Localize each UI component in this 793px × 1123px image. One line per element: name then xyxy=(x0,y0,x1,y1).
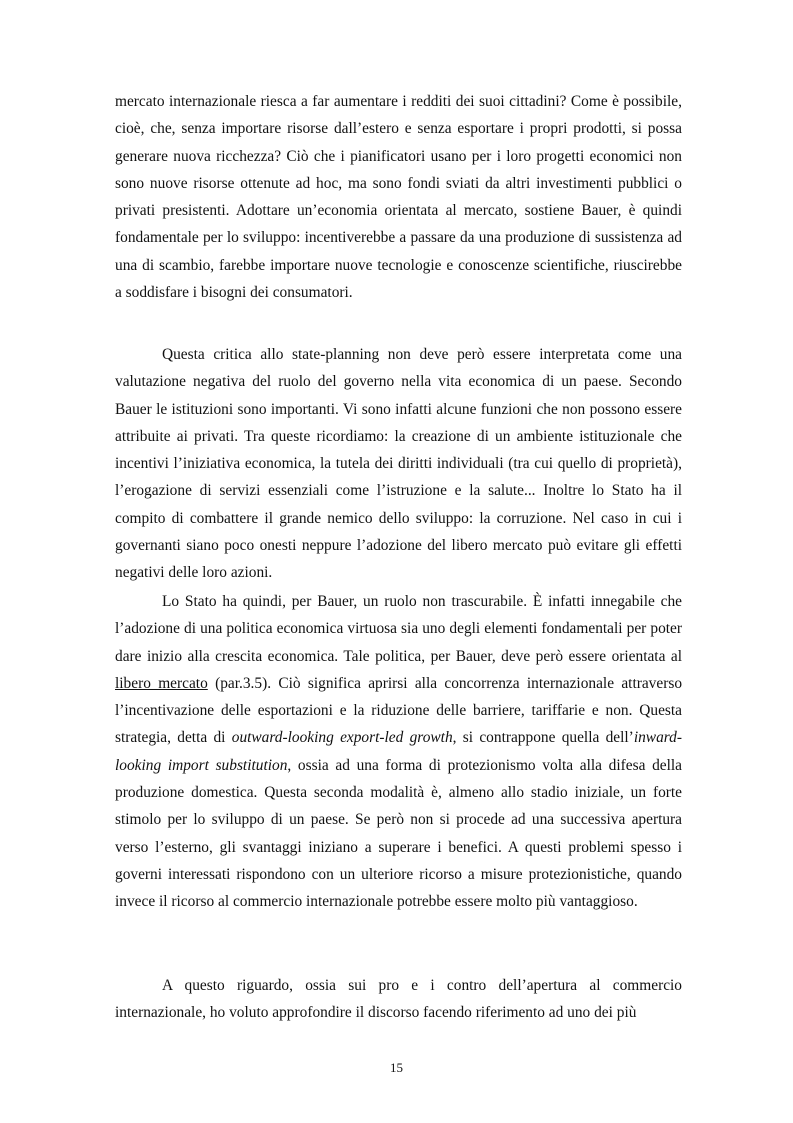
paragraph-role-of-state xyxy=(115,588,682,916)
paragraph-text xyxy=(115,588,682,916)
text-segment: Lo Stato ha quindi, per Bauer, un ruolo non trascurabile. È infatti innegabile che l’adozione di una politica economica virtuosa sia uno degli elementi fondamentali per poter dare inizio alla crescita economica. Tale politica, per Bauer, deve però essere orientata al xyxy=(115,593,682,665)
italic-term: outward-looking export-led growth xyxy=(231,729,453,747)
page-number: 15 xyxy=(390,1060,403,1075)
italic-term: inward-looking import substitution xyxy=(115,729,682,774)
paragraph-continuation xyxy=(115,88,682,306)
paragraph-text: A questo riguardo, ossia sui pro e i contro dell’apertura al commercio internazionale, ho voluto approfondire il discorso facendo riferimento ad uno dei più xyxy=(115,977,682,1022)
text-segment: , ossia ad una forma di protezionismo volta alla difesa della produzione domestica. Questa seconda modalità è, almeno allo stadio iniziale, un forte stimolo per lo sviluppo di un paese. Se però non si procede ad una successiva apertura verso l’esterno, gli svantaggi iniziano a superare i benefici. A questi problemi spesso i governi interessati rispondono con un ulteriore ricorso a misure protezionistiche, quando invece il ricorso al commercio internazionale potrebbe essere molto più vantaggioso. xyxy=(115,756,682,911)
text-segment: (par.3.5). Ciò significa aprirsi alla concorrenza internazionale attraverso l’incentivazione delle esportazioni e la riduzione delle barriere, tariffarie e non. Questa strategia, detta di xyxy=(115,674,683,747)
paragraph-international-trade xyxy=(115,972,682,1027)
text-segment: , si contrappone quella dell’ xyxy=(452,729,634,747)
paragraph-state-planning-critique xyxy=(115,341,682,587)
paragraph-text: mercato internazionale riesca a far aumentare i redditi dei suoi cittadini? Come è possibile, cioè, che, senza importare risorse dall’estero e senza esportare i propri prodotti, si possa generare nuova ricchezza? Ciò che i pianificatori usano per i loro progetti economici non sono nuove risorse ottenute ad hoc, ma sono fondi sviati da altri investimenti pubblici o privati presistenti. Adottare un’economia orientata al mercato, sostiene Bauer, è quindi fondamentale per lo sviluppo: incentiverebbe a passare da una produzione di sussistenza ad una di scambio, farebbe importare nuove tecnologie e conoscenze scientifiche, riuscirebbe a soddisfare i bisogni dei consumatori. xyxy=(115,93,682,302)
paragraph-text: Questa critica allo state-planning non deve però essere interpretata come una valutazione negativa del ruolo del governo nella vita economica di un paese. Secondo Bauer le istituzioni sono importanti. Vi sono infatti alcune funzioni che non possono essere attribuite ai privati. Tra queste ricordiamo: la creazione di un ambiente istituzionale che incentivi l’iniziativa economica, la tutela dei diritti individuali (tra cui quello di proprietà), l’erogazione di servizi essenziali come l’istruzione e la salute... Inoltre lo Stato ha il compito di combattere il grande nemico dello sviluppo: la corruzione. Nel caso in cui i governanti siano poco onesti neppure l’adozione del libero mercato può evitare gli effetti negativi delle loro azioni. xyxy=(115,346,682,582)
libero-mercato-link[interactable]: libero mercato xyxy=(115,674,208,692)
